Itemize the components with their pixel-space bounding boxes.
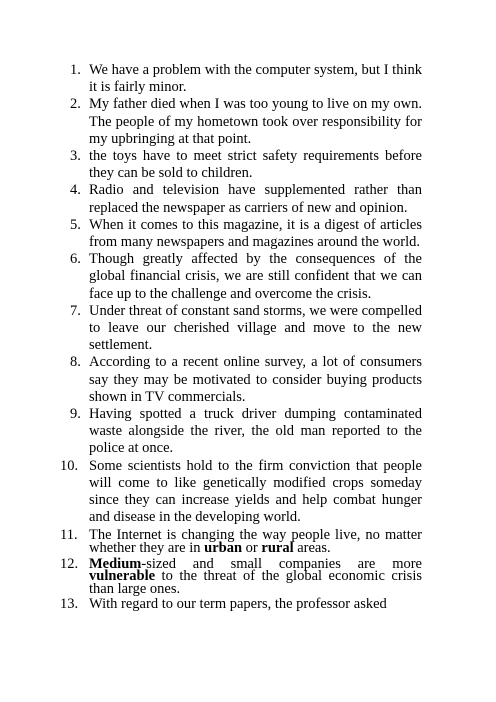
item-number: 8. <box>70 354 81 371</box>
item-number: 12. <box>60 555 79 572</box>
item-number: 9. <box>70 406 81 423</box>
item-text: When it comes to this magazine, it is a digest of articles from many newspapers and magazines around the world. <box>89 216 422 251</box>
item-text-part: to the threat of the global economic crisis than large ones. <box>89 568 422 597</box>
list-item <box>70 182 422 216</box>
item-number: 5. <box>70 216 81 233</box>
item-text: My father died when I was too young to live on my own. The people of my hometown took over responsibility for my upbringing at that point. <box>89 96 422 147</box>
bold-word: vulnerable <box>89 568 156 585</box>
list-item <box>70 217 422 251</box>
item-text-part: areas. <box>293 540 331 557</box>
item-number: 2. <box>70 96 81 113</box>
list-item <box>60 596 422 613</box>
item-text: According to a recent online survey, a lot of consumers say they may be motivated to consider buying products shown in TV commercials. <box>89 354 422 405</box>
item-number: 6. <box>70 251 81 268</box>
item-text: Radio and television have supplemented rather than replaced the newspaper as carriers of new and opinion. <box>89 182 422 216</box>
item-text-part: -sized and small companies are more <box>141 555 422 572</box>
sentence-list <box>60 62 422 613</box>
item-text-part: or <box>242 540 262 557</box>
item-number: 13. <box>60 596 79 613</box>
item-text: Though greatly affected by the consequences of the global financial crisis, we are still confident that we can face up to the challenge and overcome the crisis. <box>89 251 422 302</box>
item-text: Some scientists hold to the firm conviction that people will come to like genetically modified crops someday since they can increase yields and help combat hunger and disease in the developing world. <box>89 457 422 526</box>
item-text: With regard to our term papers, the professor asked <box>89 596 387 613</box>
item-number: 10. <box>60 457 79 474</box>
item-text: the toys have to meet strict safety requirements before they can be sold to children. <box>89 148 422 182</box>
list-item <box>70 96 422 148</box>
list-item <box>60 527 422 557</box>
list-item <box>60 555 422 597</box>
list-item <box>70 62 422 96</box>
list-item <box>70 148 422 182</box>
item-number: 11. <box>60 527 78 544</box>
item-number: 4. <box>70 182 81 199</box>
bold-word: Medium <box>89 555 142 572</box>
list-item <box>70 354 422 406</box>
list-item <box>70 406 422 458</box>
item-text: Under threat of constant sand storms, we were compelled to leave our cherished village and move to the new settlement. <box>89 302 422 354</box>
item-number: 1. <box>70 62 81 78</box>
item-number: 3. <box>70 148 81 165</box>
item-number: 7. <box>70 302 81 319</box>
list-item <box>70 251 422 303</box>
list-item <box>60 457 422 527</box>
bold-word: rural <box>261 540 294 557</box>
item-text: We have a problem with the computer system, but I think it is fairly minor. <box>89 62 422 96</box>
bold-word: urban <box>204 540 243 557</box>
list-item <box>70 303 422 355</box>
item-text-part: The Internet is changing the way people live, no matter whether they are in <box>89 527 422 557</box>
item-text: Having spotted a truck driver dumping contaminated waste alongside the river, the old man reported to the police at once. <box>89 406 422 457</box>
